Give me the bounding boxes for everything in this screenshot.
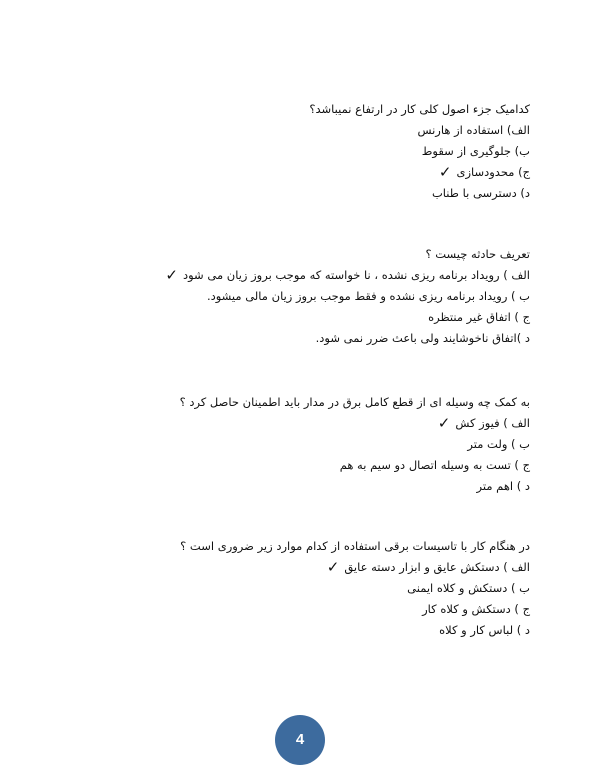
option-label: د ) اهم متر [476,479,530,493]
page-number-badge: 4 [275,715,325,765]
option-b [110,578,530,599]
check-icon: ✓ [437,414,451,432]
option-c [110,162,530,183]
option-b [110,286,530,307]
option-label: ب ) دستکش و کلاه ایمنی [407,581,530,595]
option-c [110,307,530,328]
option-label: الف ) فیوز کش [455,416,530,430]
check-icon: ✓ [165,266,178,284]
option-c [110,455,530,476]
option-c [110,599,530,620]
option-d [110,183,530,204]
option-label: د ) لباس کار و کلاه [439,623,530,637]
option-a [110,120,530,141]
check-icon: ✓ [438,163,452,181]
option-label: ج ) اتفاق غیر منتظره [428,310,530,324]
option-label: الف ) رویداد برنامه ریزی نشده ، نا خواسته که موجب بروز زیان می شود [183,268,530,282]
option-label: ج ) دستکش و کلاه کار [422,602,530,616]
question-1 [110,99,530,204]
option-label: ب) جلوگیری از سقوط [421,144,530,158]
option-a [110,265,530,286]
option-label: د )اتفاق ناخوشایند ولی باعث ضرر نمی شود. [315,331,530,345]
question-4 [110,536,530,641]
option-b [110,141,530,162]
option-d [110,620,530,641]
option-d [110,476,530,497]
check-icon: ✓ [326,558,340,576]
question-3 [110,392,530,497]
question-2 [110,244,530,349]
question-text: تعریف حادثه چیست ؟ [425,247,530,261]
option-label: د) دسترسی با طناب [431,186,530,200]
question-text: کدامیک جزء اصول کلی کار در ارتفاع نمیباشد؟ [309,102,530,116]
option-b [110,434,530,455]
option-a [110,557,530,578]
option-a [110,413,530,434]
question-text: به کمک چه وسیله ای از قطع کامل برق در مدار باید اطمینان حاصل کرد ؟ [179,395,530,409]
option-label: ج ) تست به وسیله اتصال دو سیم به هم [339,458,530,472]
option-label: ب ) رویداد برنامه ریزی نشده و فقط موجب بروز زیان مالی میشود. [206,289,530,303]
option-d [110,328,530,349]
option-label: الف ) دستکش عایق و ابزار دسته عایق [344,560,530,574]
option-label: ج) محدودسازی [456,165,530,179]
option-label: الف) استفاده از هارنس [417,123,530,137]
question-text: در هنگام کار با تاسیسات برقی استفاده از کدام موارد زیر ضروری است ؟ [180,539,530,553]
option-label: ب ) ولت متر [467,437,530,451]
